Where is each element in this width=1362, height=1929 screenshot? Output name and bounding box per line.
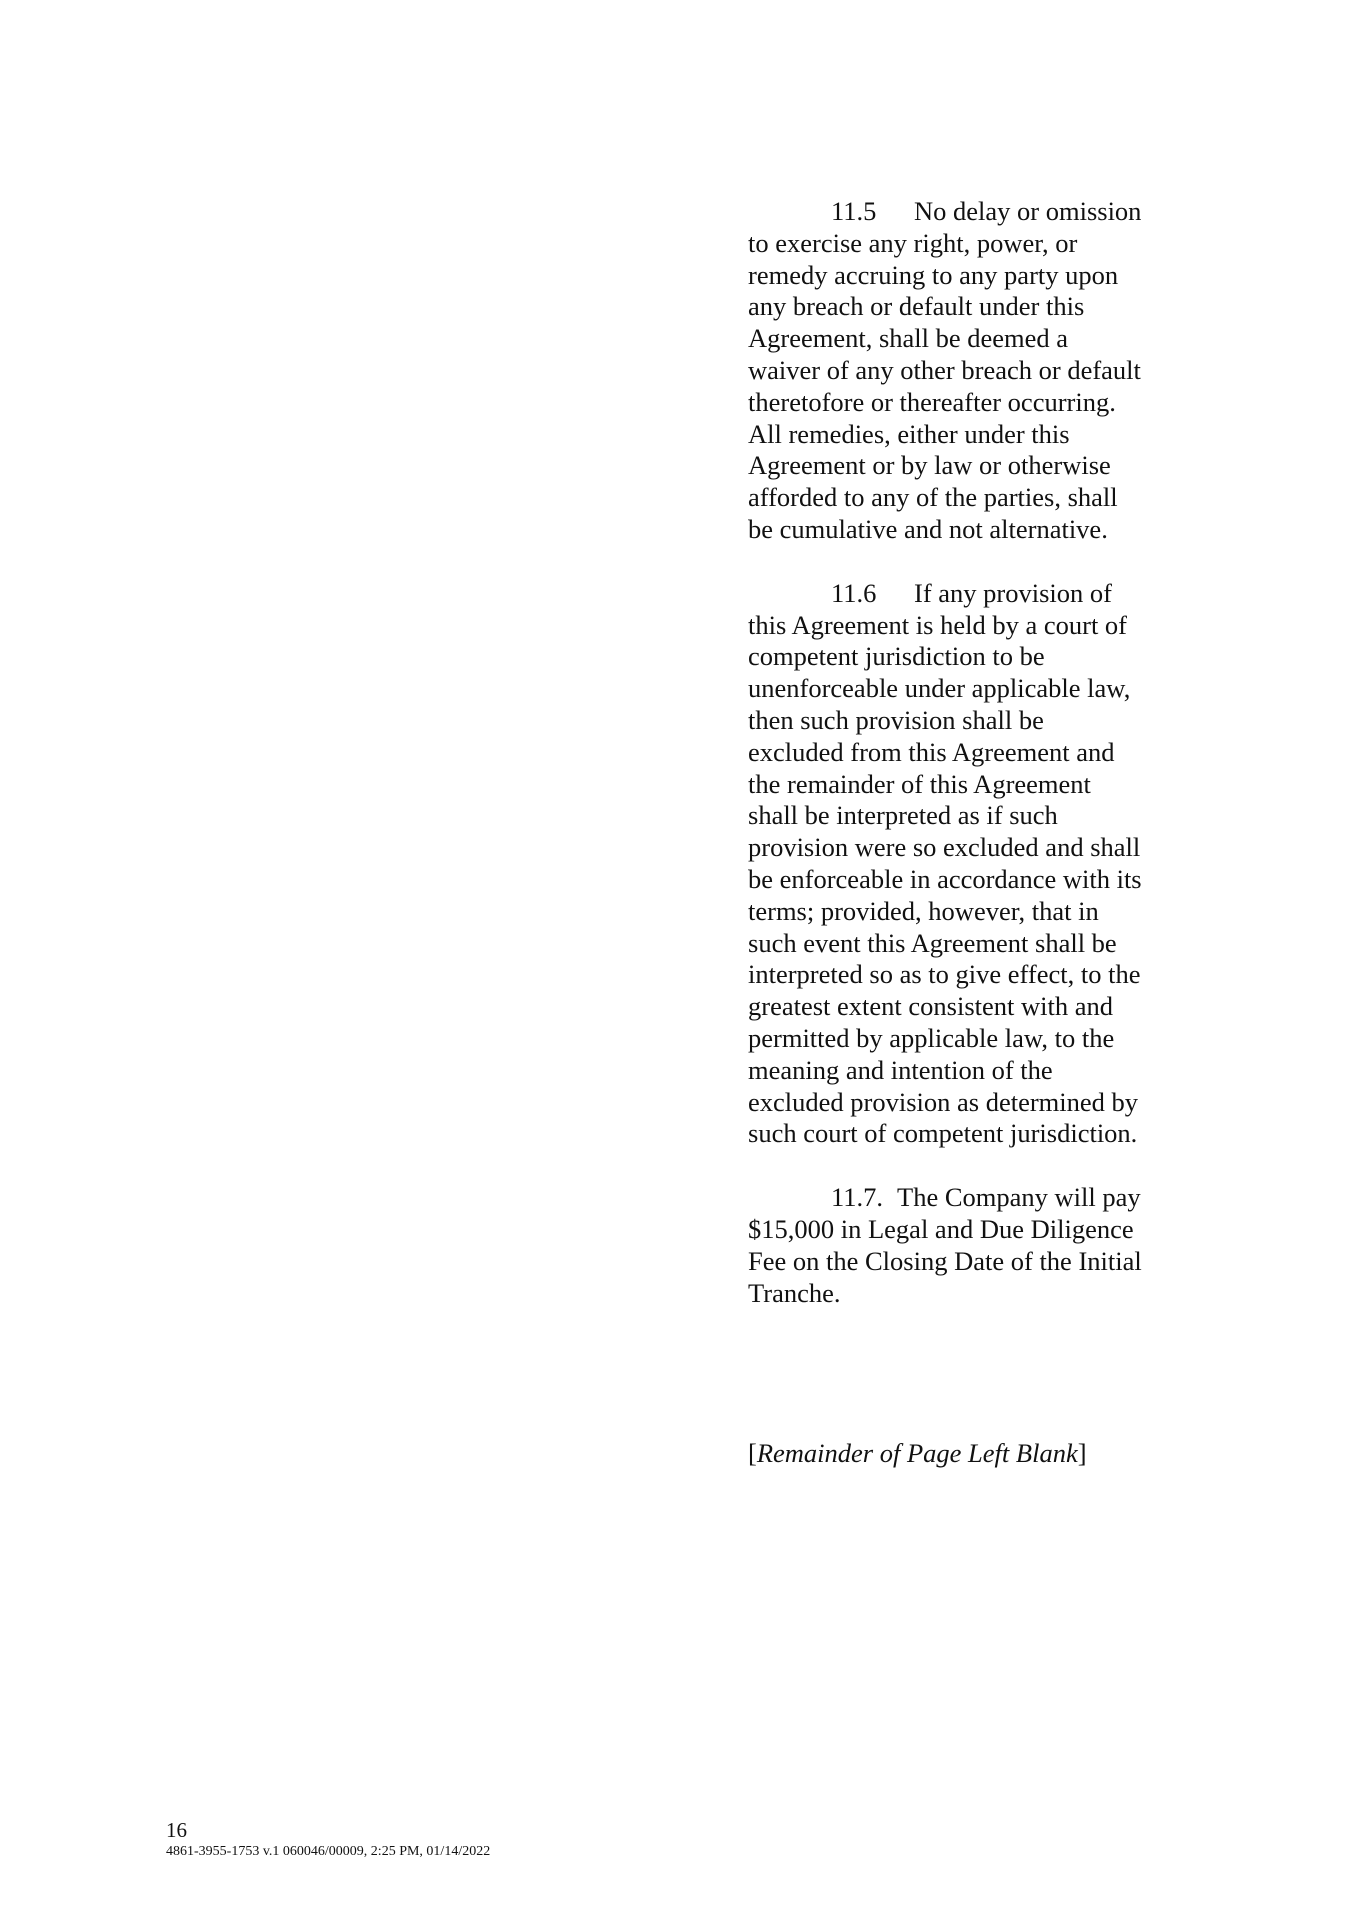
text-line: permitted by applicable law, to the bbox=[748, 1022, 1115, 1053]
text-line: shall be interpreted as if such bbox=[748, 800, 1058, 831]
text-line: to exercise any right, power, or bbox=[748, 227, 1078, 258]
text-line: then such provision shall be bbox=[748, 704, 1044, 735]
section-paragraph bbox=[748, 196, 1168, 546]
text-line: theretofore or thereafter occurring. bbox=[748, 386, 1116, 417]
paragraph-first-line bbox=[748, 1182, 1168, 1214]
paragraph-first-line bbox=[748, 578, 1168, 610]
section-number: 11.7. bbox=[831, 1182, 884, 1213]
text-line: $15,000 in Legal and Due Diligence bbox=[748, 1213, 1134, 1244]
text-line: greatest extent consistent with and bbox=[748, 991, 1114, 1022]
text-line: Tranche. bbox=[748, 1277, 841, 1308]
section-11-5 bbox=[748, 196, 1168, 546]
text-line: waiver of any other breach or default bbox=[748, 354, 1141, 385]
section-11-6 bbox=[748, 578, 1168, 1150]
document-id-footer: 4861-3955-1753 v.1 060046/00009, 2:25 PM, 01/14/2022 bbox=[166, 1844, 491, 1859]
text-line: Agreement or by law or otherwise bbox=[748, 450, 1111, 481]
text-line: the remainder of this Agreement bbox=[748, 768, 1091, 799]
text-line: this Agreement is held by a court of bbox=[748, 609, 1128, 640]
section-11-7 bbox=[748, 1182, 1168, 1309]
section-number: 11.6 bbox=[831, 577, 877, 608]
text-line: unenforceable under applicable law, bbox=[748, 673, 1131, 704]
text-line: If any provision of bbox=[914, 577, 1112, 608]
bracket-open: [ bbox=[748, 1438, 757, 1468]
text-line: excluded provision as determined by bbox=[748, 1086, 1139, 1117]
text-line: provision were so excluded and shall bbox=[748, 832, 1141, 863]
text-line: such court of competent jurisdiction. bbox=[748, 1118, 1138, 1149]
remainder-text: Remainder of Page Left Blank bbox=[756, 1438, 1078, 1468]
text-line: Agreement, shall be deemed a bbox=[748, 323, 1069, 354]
text-line: interpreted so as to give effect, to the bbox=[748, 959, 1141, 990]
text-line: terms; provided, however, that in bbox=[748, 895, 1099, 926]
text-line: such event this Agreement shall be bbox=[748, 927, 1117, 958]
section-number: 11.5 bbox=[831, 196, 877, 226]
text-line: All remedies, either under this bbox=[748, 418, 1070, 449]
text-line: excluded from this Agreement and bbox=[748, 736, 1115, 767]
text-line: any breach or default under this bbox=[748, 291, 1085, 322]
text-line: afforded to any of the parties, shall bbox=[748, 482, 1118, 513]
section-paragraph bbox=[748, 578, 1168, 1150]
bracket-close: ] bbox=[1077, 1438, 1087, 1468]
body-column bbox=[748, 196, 1168, 1341]
text-line: remedy accruing to any party upon bbox=[748, 259, 1119, 290]
section-paragraph bbox=[748, 1182, 1168, 1309]
text-line: competent jurisdiction to be bbox=[748, 641, 1045, 672]
remainder-blank-note bbox=[748, 1438, 1087, 1470]
paragraph-first-line bbox=[748, 196, 1168, 228]
text-line: meaning and intention of the bbox=[748, 1054, 1053, 1085]
text-line: be enforceable in accordance with its bbox=[748, 863, 1142, 894]
text-line: Fee on the Closing Date of the Initial bbox=[748, 1245, 1142, 1276]
text-line: No delay or omission bbox=[914, 196, 1142, 226]
text-line: be cumulative and not alternative. bbox=[748, 513, 1108, 544]
page-number: 16 bbox=[166, 1818, 187, 1842]
text-line: The Company will pay bbox=[897, 1182, 1141, 1213]
